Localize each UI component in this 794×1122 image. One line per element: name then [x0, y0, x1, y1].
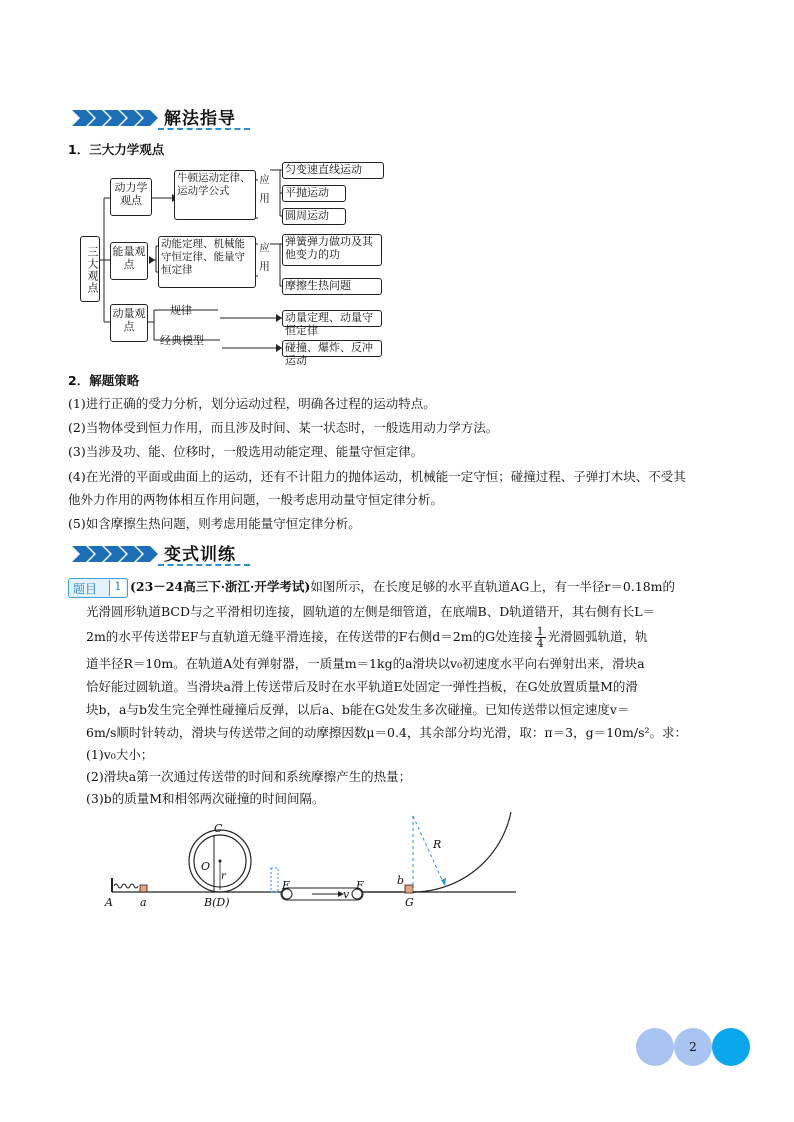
badge-label: 题目: [73, 582, 98, 596]
part1-title: 1．三大力学观点: [68, 142, 165, 157]
concept-diagram: [70, 160, 400, 367]
section-title: 解法指导: [164, 109, 236, 129]
node-momentum-view: 动量观点: [110, 304, 148, 342]
label-E: E: [282, 879, 291, 892]
badge-number: 1: [109, 580, 126, 596]
section-heading-practice: [72, 540, 252, 568]
question-line-1: [130, 579, 675, 595]
part2-title: 2．解题策略: [68, 373, 140, 388]
label-C: C: [214, 822, 223, 835]
question-part-2: (2)滑块a第一次通过传送带的时间和系统摩擦产生的热量；: [86, 769, 412, 784]
question-text-3a: 2m的水平传送带EF与直轨道无缝平滑连接，在传送带的F右侧d＝2m的G处连接: [86, 629, 533, 644]
question-line-2: 光滑圆形轨道BCD与之平滑相切连接，圆轨道的左侧是细管道，在底端B、D轨道错开，其右侧有长L＝: [86, 604, 656, 619]
item-circular-motion: 圆周运动: [282, 208, 346, 225]
question-line-4: 道半径R＝10m。在轨道A处有弹射器，一质量m＝1kg的a滑块以v₀初速度水平向右弹射出来，滑块a: [86, 656, 645, 671]
track-diagram: [100, 812, 520, 912]
chevron-arrows-icon: [72, 110, 158, 126]
fraction-numerator: 1: [536, 625, 544, 638]
node-dynamics-laws: 牛顿运动定律、运动学公式: [174, 170, 256, 220]
node-dynamics-view: 动力学观点: [110, 178, 152, 216]
item-momentum-laws: 动量定理、动量守恒定律: [282, 310, 382, 327]
node-energy-laws: 动能定理、机械能守恒定律、能量守恒定律: [158, 236, 256, 288]
physics-figure: [100, 812, 520, 912]
section-heading-method: [72, 104, 252, 132]
fraction-quarter: [535, 626, 546, 649]
question-text-3b: 光滑圆弧轨道，轨: [547, 629, 648, 644]
strategy-line-2: (2)当物体受到恒力作用，而且涉及时间、某一状态时，一般选用动力学方法。: [68, 420, 499, 435]
strategy-line-5: 他外力作用的两物体相互作用问题，一般考虑用动量守恒定律分析。: [68, 492, 444, 507]
page-number: 2: [674, 1028, 712, 1066]
item-projectile-motion: 平抛运动: [282, 185, 346, 202]
item-uniform-acceleration: 匀变速直线运动: [282, 162, 384, 179]
section-underline: [158, 128, 250, 130]
page-badge-left-circle: [636, 1028, 674, 1066]
strategy-line-1: (1)进行正确的受力分析，划分运动过程，明确各过程的运动特点。: [68, 396, 436, 411]
question-text-1: 如图所示，在长度足够的水平直轨道AG上，有一半径r＝0.18m的: [310, 579, 676, 594]
label-b: b: [397, 874, 405, 887]
question-line-3: [86, 626, 648, 649]
label-law: 规律: [170, 304, 192, 317]
question-source: (23－24高三下·浙江·开学考试): [130, 579, 311, 594]
label-v: v: [343, 888, 350, 901]
item-collision-models: 碰撞、爆炸、反冲运动: [282, 340, 382, 357]
question-line-7: 6m/s顺时针转动，滑块与传送带之间的动摩擦因数μ＝0.4，其余部分均光滑，取：π＝3，g＝10m/s²。求：: [86, 725, 688, 740]
section-title: 变式训练: [164, 545, 236, 565]
label-F: F: [356, 879, 364, 892]
node-energy-view: 能量观点: [110, 242, 148, 280]
question-line-6: 块b，a与b发生完全弹性碰撞后反弹，以后a、b能在G处发生多次碰撞。已知传送带以恒定速度v＝: [86, 702, 630, 717]
section-underline: [158, 564, 250, 566]
label-classic-model: 经典模型: [160, 334, 204, 347]
page-badge-right-circle: [712, 1028, 750, 1066]
question-part-1: (1)v₀大小；: [86, 747, 154, 762]
strategy-line-4: (4)在光滑的平面或曲面上的运动，还有不计阻力的抛体运动，机械能一定守恒；碰撞过程、子弹打木块、不受其: [68, 469, 686, 484]
item-friction-heat: 摩擦生热问题: [282, 278, 382, 295]
label-apply-dynamics: 应用: [258, 174, 270, 211]
chevron-arrows-icon: [72, 546, 158, 562]
label-apply-energy: 应用: [258, 242, 270, 279]
label-r: r: [221, 871, 226, 882]
label-BD: B(D): [204, 896, 230, 909]
strategy-line-3: (3)当涉及功、能、位移时，一般选用动能定理、能量守恒定律。: [68, 444, 424, 459]
item-spring-work: 弹簧弹力做功及其他变力的功: [282, 234, 382, 266]
label-A: A: [105, 896, 113, 909]
label-G: G: [405, 896, 414, 909]
fraction-denominator: 4: [536, 637, 544, 650]
question-badge: [68, 578, 128, 598]
label-O: O: [201, 860, 211, 873]
question-part-3: (3)b的质量M和相邻两次碰撞的时间间隔。: [86, 791, 325, 806]
label-a: a: [140, 896, 147, 909]
strategy-line-6: (5)如含摩擦生热问题，则考虑用能量守恒定律分析。: [68, 516, 361, 531]
root-node-three-views: 三大观点: [80, 236, 100, 302]
label-R: R: [433, 838, 442, 851]
question-line-5: 恰好能过圆轨道。当滑块a滑上传送带后及时在水平轨道E处固定一弹性挡板，在G处放置质量M的滑: [86, 679, 638, 694]
